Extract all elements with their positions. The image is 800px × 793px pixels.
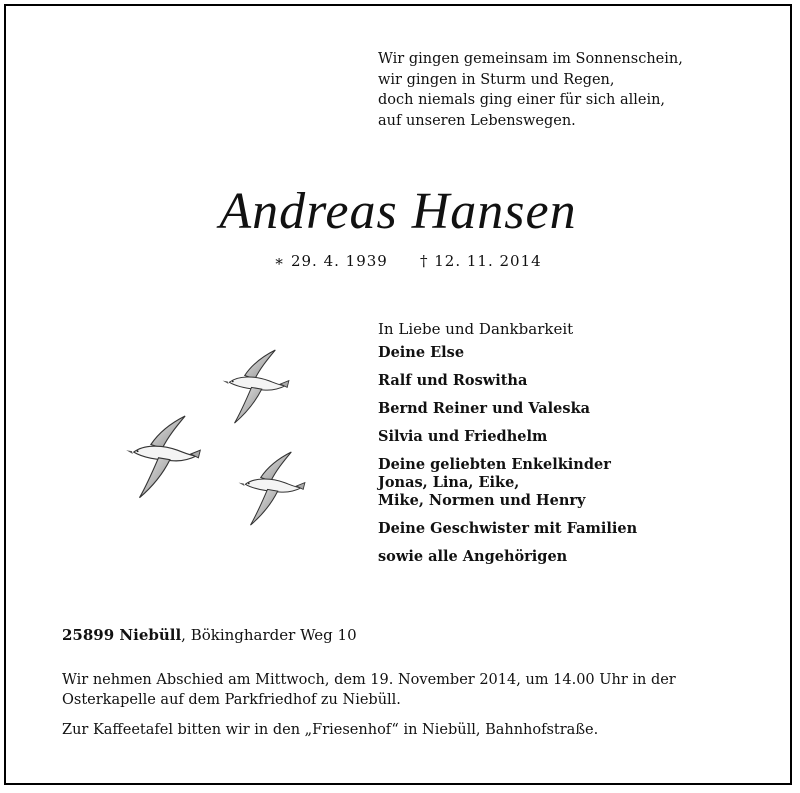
mourner-line: Silvia und Friedhelm <box>378 428 548 445</box>
family-address <box>62 626 357 644</box>
mourner-line: sowie alle Angehörigen <box>378 548 568 565</box>
deceased-name: Andreas Hansen <box>219 183 577 240</box>
obituary-notice <box>4 4 792 785</box>
funeral-notice <box>62 670 762 750</box>
poem-line: wir gingen in Sturm und Regen, <box>378 71 615 88</box>
seagull-left <box>126 416 200 498</box>
address-street: , Bökingharder Weg 10 <box>181 626 357 644</box>
mourner-line: Mike, Normen und Henry <box>378 492 586 509</box>
reception-text: Zur Kaffeetafel bitten wir in den „Friesenhof“ in Niebüll, Bahnhofstraße. <box>62 722 599 738</box>
mourner-line: Bernd Reiner und Valeska <box>378 400 591 417</box>
seagull-right <box>239 452 305 525</box>
death-date: † 12. 11. 2014 <box>420 252 542 270</box>
mourners-list <box>378 318 637 566</box>
funeral-text: Wir nehmen Abschied am Mittwoch, dem 19. November 2014, um 14.00 Uhr in der Osterkapelle auf dem Parkfriedhof zu Niebüll. <box>62 672 676 708</box>
mourners-intro: In Liebe und Dankbarkeit <box>378 320 574 338</box>
mourner-line: Ralf und Roswitha <box>378 372 528 389</box>
poem-line: auf unseren Lebenswegen. <box>378 112 576 129</box>
mourner-line: Deine Else <box>378 344 465 361</box>
poem <box>378 49 683 131</box>
mourner-line: Deine geliebten Enkelkinder <box>378 456 611 473</box>
mourner-line: Deine Geschwister mit Familien <box>378 520 638 537</box>
poem-line: doch niemals ging einer für sich allein, <box>378 92 666 108</box>
poem-line: Wir gingen gemeinsam im Sonnenschein, <box>378 51 683 67</box>
seagull-top <box>223 350 289 423</box>
birth-date: ∗ 29. 4. 1939 <box>274 252 388 270</box>
address-city: 25899 Niebüll <box>62 626 182 644</box>
mourner-line: Jonas, Lina, Eike, <box>378 474 520 491</box>
seagulls-icon <box>116 344 316 534</box>
